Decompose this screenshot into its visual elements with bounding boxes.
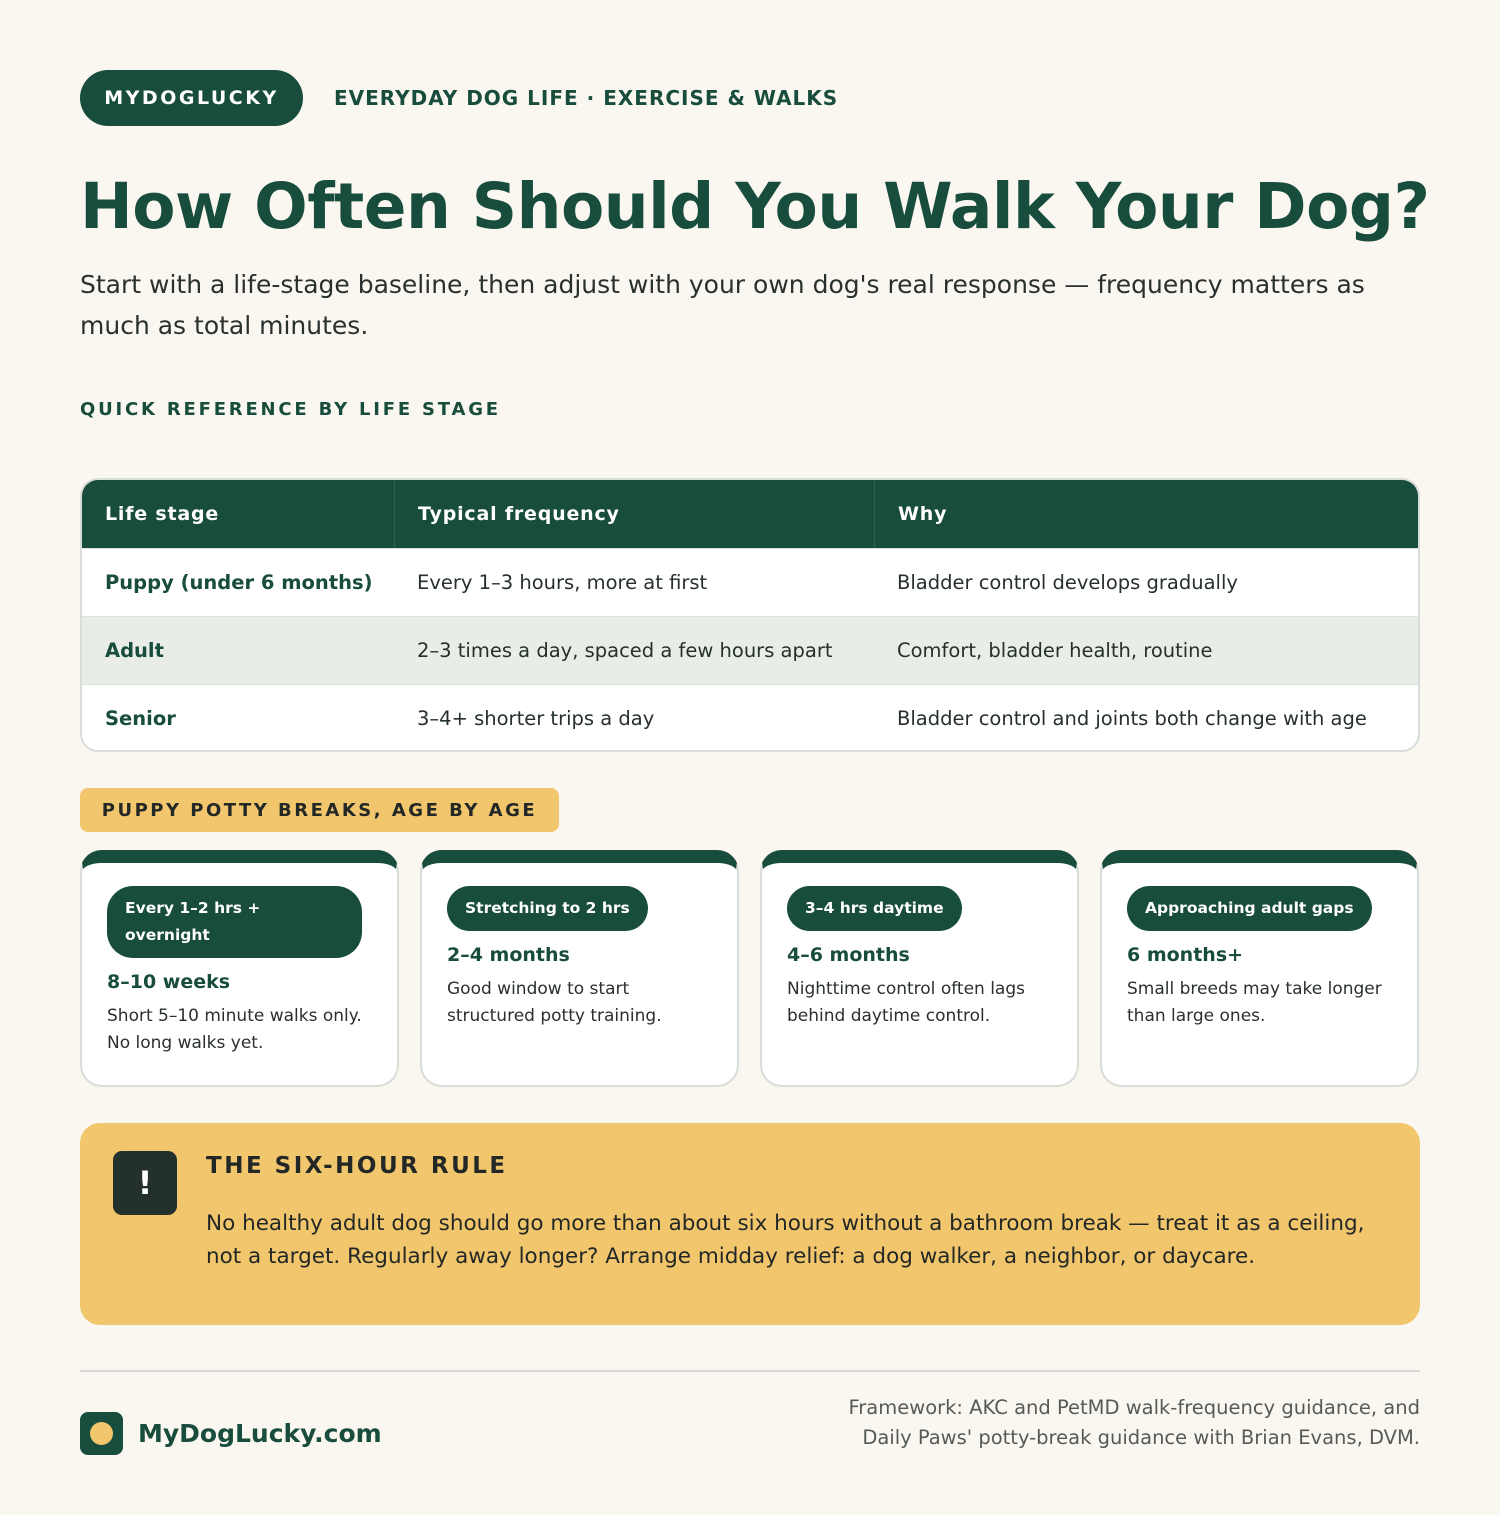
column-header-life-stage: Life stage xyxy=(105,503,220,525)
callout-text: No healthy adult dog should go more than about six hours without a bathroom break — treat it as a ceiling, not a target. Regularly away longer? Arrange midday relief: a dog walker, a neighbor, or daycare. xyxy=(206,1211,1365,1269)
table-cell-why: Bladder control develops gradually xyxy=(897,571,1238,594)
section-badge-puppy: PUPPY POTTY BREAKS, AGE BY AGE xyxy=(80,788,559,832)
footer-source-note: Framework: AKC and PetMD walk-frequency guidance, and Daily Paws' potty-break guidance with Brian Evans, DVM. xyxy=(848,1396,1420,1449)
table-row xyxy=(82,548,1418,616)
footer-divider xyxy=(80,1370,1420,1372)
table-cell-stage: Senior xyxy=(105,707,176,730)
card-title: 8–10 weeks xyxy=(107,971,231,993)
header xyxy=(80,70,838,126)
breadcrumb: EVERYDAY DOG LIFE · EXERCISE & WALKS xyxy=(334,86,839,110)
six-hour-rule-callout xyxy=(80,1123,1420,1325)
table-cell-stage: Adult xyxy=(105,639,164,662)
puppy-card xyxy=(420,850,739,1087)
card-pill: Stretching to 2 hrs xyxy=(447,886,648,931)
card-title: 6 months+ xyxy=(1127,944,1244,966)
puppy-cards xyxy=(80,850,1420,1087)
section-label-reference: QUICK REFERENCE BY LIFE STAGE xyxy=(80,399,501,420)
table-header xyxy=(82,480,1418,548)
exclamation-icon: ! xyxy=(113,1151,177,1215)
footer-site-link[interactable]: MyDogLucky.com xyxy=(138,1419,382,1448)
life-stage-table xyxy=(80,478,1420,752)
table-row xyxy=(82,684,1418,752)
brand-pill[interactable]: MYDOGLUCKY xyxy=(80,70,303,126)
card-pill: Every 1–2 hrs + overnight xyxy=(107,886,362,958)
card-pill: Approaching adult gaps xyxy=(1127,886,1372,931)
card-text: Nighttime control often lags behind daytime control. xyxy=(787,979,1025,1026)
page-title: How Often Should You Walk Your Dog? xyxy=(80,170,1430,243)
table-cell-why: Comfort, bladder health, routine xyxy=(897,639,1213,662)
table-cell-frequency: Every 1–3 hours, more at first xyxy=(417,571,708,594)
table-row xyxy=(82,616,1418,684)
column-header-frequency: Typical frequency xyxy=(394,480,874,548)
table-cell-frequency: 2–3 times a day, spaced a few hours apart xyxy=(417,639,833,662)
callout-title: THE SIX-HOUR RULE xyxy=(206,1153,508,1179)
card-text: Good window to start structured potty training. xyxy=(447,979,662,1026)
column-header-why: Why xyxy=(874,480,1418,548)
page-subtitle: Start with a life-stage baseline, then adjust with your own dog's real response — frequency matters as much as total minutes. xyxy=(80,270,1365,340)
puppy-card xyxy=(80,850,399,1087)
logo-dot xyxy=(90,1422,113,1445)
card-text: Small breeds may take longer than large ones. xyxy=(1127,979,1382,1026)
table-cell-stage: Puppy (under 6 months) xyxy=(105,571,373,594)
puppy-card xyxy=(1100,850,1419,1087)
card-title: 2–4 months xyxy=(447,944,570,966)
footer-brand[interactable] xyxy=(80,1412,382,1455)
table-cell-frequency: 3–4+ shorter trips a day xyxy=(417,707,655,730)
logo-icon xyxy=(80,1412,123,1455)
card-text: Short 5–10 minute walks only. No long walks yet. xyxy=(107,1006,362,1053)
table-cell-why: Bladder control and joints both change with age xyxy=(897,707,1367,730)
card-pill: 3–4 hrs daytime xyxy=(787,886,962,931)
card-title: 4–6 months xyxy=(787,944,910,966)
puppy-card xyxy=(760,850,1079,1087)
